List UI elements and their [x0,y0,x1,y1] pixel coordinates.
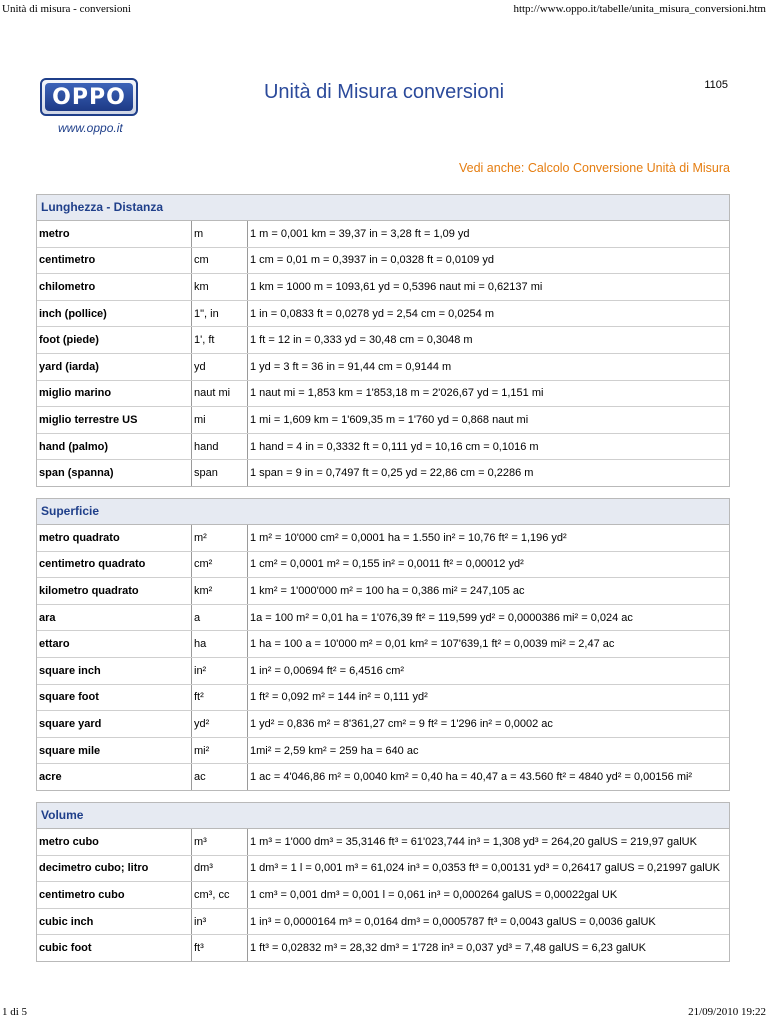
unit-name-cell: inch (pollice) [37,300,192,327]
conversion-table [37,525,729,790]
unit-symbol-cell: yd² [192,711,248,738]
unit-name-cell: square foot [37,684,192,711]
conversion-cell: 1 hand = 4 in = 0,3332 ft = 0,111 yd = 10,16 cm = 0,1016 m [248,433,730,460]
unit-name-cell: cubic inch [37,908,192,935]
unit-symbol-cell: ac [192,764,248,790]
table-row [37,935,729,961]
table-row [37,380,729,407]
unit-symbol-cell: hand [192,433,248,460]
table-row [37,855,729,882]
conversion-cell: 1 ft³ = 0,02832 m³ = 28,32 dm³ = 1'728 in³ = 0,037 yd³ = 7,48 galUS = 6,23 galUK [248,935,730,961]
table-row [37,882,729,909]
section-title: Superficie [37,499,729,525]
unit-name-cell: square yard [37,711,192,738]
page-title: Unità di Misura conversioni [263,81,505,103]
unit-symbol-cell: m² [192,525,248,551]
table-row [37,711,729,738]
unit-symbol-cell: mi² [192,737,248,764]
section-volume [36,802,730,962]
conversion-cell: 1 ft² = 0,092 m² = 144 in² = 0,111 yd² [248,684,730,711]
table-row [37,578,729,605]
conversion-cell: 1 yd = 3 ft = 36 in = 91,44 cm = 0,9144 m [248,353,730,380]
conversion-table [37,221,729,486]
table-row [37,684,729,711]
unit-symbol-cell: m [192,221,248,247]
conversion-cell: 1 m² = 10'000 cm² = 0,0001 ha = 1.550 in² = 10,76 ft² = 1,196 yd² [248,525,730,551]
unit-symbol-cell: yd [192,353,248,380]
print-header-title: Unità di misura - conversioni [2,3,131,15]
unit-name-cell: foot (piede) [37,327,192,354]
section-title: Lunghezza - Distanza [37,195,729,221]
unit-name-cell: miglio terrestre US [37,407,192,434]
unit-name-cell: centimetro cubo [37,882,192,909]
unit-symbol-cell: ft² [192,684,248,711]
conversion-cell: 1 naut mi = 1,853 km = 1'853,18 m = 2'026,67 yd = 1,151 mi [248,380,730,407]
unit-name-cell: acre [37,764,192,790]
unit-symbol-cell: span [192,460,248,486]
table-row [37,551,729,578]
section-superficie [36,498,730,791]
conversion-cell: 1 cm³ = 0,001 dm³ = 0,001 l = 0,061 in³ = 0,000264 galUS = 0,00022gal UK [248,882,730,909]
unit-symbol-cell: a [192,604,248,631]
conversion-cell: 1 km² = 1'000'000 m² = 100 ha = 0,386 mi² = 247,105 ac [248,578,730,605]
unit-symbol-cell: ft³ [192,935,248,961]
print-header-url: http://www.oppo.it/tabelle/unita_misura_conversioni.htm [513,3,766,15]
conversion-cell: 1mi² = 2,59 km² = 259 ha = 640 ac [248,737,730,764]
unit-name-cell: centimetro [37,247,192,274]
unit-name-cell: metro cubo [37,829,192,855]
table-row [37,460,729,486]
unit-name-cell: chilometro [37,274,192,301]
conversion-cell: 1 ac = 4'046,86 m² = 0,0040 km² = 0,40 ha = 40,47 a = 43.560 ft² = 4840 yd² = 0,00156 mi² [248,764,730,790]
table-row [37,221,729,247]
conversion-table [37,829,729,961]
table-row [37,433,729,460]
unit-symbol-cell: cm³, cc [192,882,248,909]
oppo-logo-text: OPPO [45,83,133,111]
table-row [37,407,729,434]
see-also-link[interactable]: Calcolo Conversione Unità di Misura [527,161,730,175]
unit-symbol-cell: ha [192,631,248,658]
unit-name-cell: decimetro cubo; litro [37,855,192,882]
conversion-cell: 1 cm² = 0,0001 m² = 0,155 in² = 0,0011 ft² = 0,00012 yd² [248,551,730,578]
unit-symbol-cell: mi [192,407,248,434]
print-footer-datetime: 21/09/2010 19:22 [688,1006,766,1018]
table-row [37,657,729,684]
table-row [37,327,729,354]
conversion-cell: 1 mi = 1,609 km = 1'609,35 m = 1'760 yd = 0,868 naut mi [248,407,730,434]
table-row [37,300,729,327]
unit-symbol-cell: km² [192,578,248,605]
see-also [459,161,730,175]
conversion-cell: 1 dm³ = 1 l = 0,001 m³ = 61,024 in³ = 0,0353 ft³ = 0,00131 yd³ = 0,26417 galUS = 0,21997 galUK [248,855,730,882]
unit-name-cell: span (spanna) [37,460,192,486]
conversion-cell: 1 cm = 0,01 m = 0,3937 in = 0,0328 ft = 0,0109 yd [248,247,730,274]
table-row [37,247,729,274]
unit-name-cell: cubic foot [37,935,192,961]
table-row [37,604,729,631]
unit-symbol-cell: naut mi [192,380,248,407]
site-url[interactable]: www.oppo.it [58,121,123,135]
conversion-cell: 1 ha = 100 a = 10'000 m² = 0,01 km² = 107'639,1 ft² = 0,0039 mi² = 2,47 ac [248,631,730,658]
table-row [37,737,729,764]
conversion-cell: 1 yd² = 0,836 m² = 8'361,27 cm² = 9 ft² = 1'296 in² = 0,0002 ac [248,711,730,738]
unit-name-cell: hand (palmo) [37,433,192,460]
unit-name-cell: miglio marino [37,380,192,407]
unit-symbol-cell: in³ [192,908,248,935]
table-row [37,631,729,658]
unit-name-cell: kilometro quadrato [37,578,192,605]
section-title: Volume [37,803,729,829]
unit-name-cell: metro [37,221,192,247]
page-number: 1105 [704,79,728,91]
conversion-cell: 1 in = 0,0833 ft = 0,0278 yd = 2,54 cm = 0,0254 m [248,300,730,327]
conversion-cell: 1 in² = 0,00694 ft² = 6,4516 cm² [248,657,730,684]
unit-symbol-cell: 1", in [192,300,248,327]
unit-name-cell: yard (iarda) [37,353,192,380]
unit-symbol-cell: dm³ [192,855,248,882]
conversion-cell: 1 in³ = 0,0000164 m³ = 0,0164 dm³ = 0,0005787 ft³ = 0,0043 galUS = 0,0036 galUK [248,908,730,935]
unit-name-cell: centimetro quadrato [37,551,192,578]
unit-name-cell: square inch [37,657,192,684]
unit-name-cell: square mile [37,737,192,764]
unit-symbol-cell: m³ [192,829,248,855]
table-row [37,764,729,790]
unit-symbol-cell: cm [192,247,248,274]
conversion-cell: 1 m = 0,001 km = 39,37 in = 3,28 ft = 1,09 yd [248,221,730,247]
section-lunghezza [36,194,730,487]
conversion-cell: 1 span = 9 in = 0,7497 ft = 0,25 yd = 22,86 cm = 0,2286 m [248,460,730,486]
unit-name-cell: metro quadrato [37,525,192,551]
table-row [37,525,729,551]
conversion-cell: 1a = 100 m² = 0,01 ha = 1'076,39 ft² = 119,599 yd² = 0,0000386 mi² = 0,024 ac [248,604,730,631]
table-row [37,353,729,380]
unit-symbol-cell: cm² [192,551,248,578]
table-row [37,274,729,301]
conversion-cell: 1 ft = 12 in = 0,333 yd = 30,48 cm = 0,3048 m [248,327,730,354]
unit-name-cell: ara [37,604,192,631]
see-also-prefix: Vedi anche: [458,161,525,175]
unit-symbol-cell: 1', ft [192,327,248,354]
unit-symbol-cell: in² [192,657,248,684]
unit-name-cell: ettaro [37,631,192,658]
table-row [37,829,729,855]
unit-symbol-cell: km [192,274,248,301]
conversion-cell: 1 km = 1000 m = 1093,61 yd = 0,5396 naut mi = 0,62137 mi [248,274,730,301]
conversion-cell: 1 m³ = 1'000 dm³ = 35,3146 ft³ = 61'023,744 in³ = 1,308 yd³ = 264,20 galUS = 219,97 galUK [248,829,730,855]
print-footer-pages: 1 di 5 [2,1006,28,1018]
table-row [37,908,729,935]
